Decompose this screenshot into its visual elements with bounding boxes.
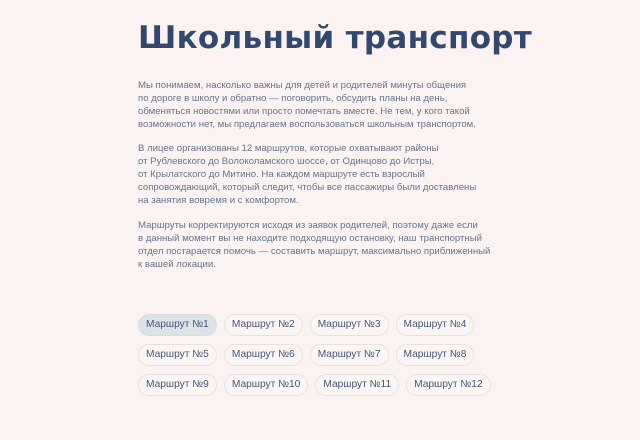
- intro-paragraph: [138, 79, 528, 131]
- paragraph-line: сопровождающий, который следит, чтобы все пассажиры были доставлены: [138, 182, 477, 193]
- paragraph-line: от Крылатского до Митино. На каждом маршруте есть взрослый: [138, 169, 425, 180]
- route-7-button[interactable]: Маршрут №7: [310, 344, 389, 366]
- paragraph-line: на занятия вовремя и с комфортом.: [138, 195, 299, 206]
- paragraph-line: по дороге в школу и обратно — поговорить, обсудить планы на день,: [138, 93, 448, 104]
- paragraph-line: Маршруты корректируются исходя из заявок родителей, поэтому даже если: [138, 220, 478, 231]
- routes-info-paragraph: [138, 142, 528, 207]
- route-6-button[interactable]: Маршрут №6: [224, 344, 303, 366]
- route-11-button[interactable]: Маршрут №11: [315, 374, 399, 396]
- route-12-button[interactable]: Маршрут №12: [406, 374, 491, 396]
- paragraph-line: возможности нет, мы предлагаем воспользоваться школьным транспортом.: [138, 119, 476, 130]
- paragraph-line: отдел постарается помочь — составить маршрут, максимально приближенный: [138, 246, 491, 257]
- route-3-button[interactable]: Маршрут №3: [310, 314, 389, 336]
- route-9-button[interactable]: Маршрут №9: [138, 374, 217, 396]
- route-row: [138, 314, 558, 338]
- route-5-button[interactable]: Маршрут №5: [138, 344, 217, 366]
- route-10-button[interactable]: Маршрут №10: [224, 374, 309, 396]
- paragraph-line: В лицее организованы 12 маршрутов, которые охватывают районы: [138, 143, 439, 154]
- paragraph-line: в данный момент вы не находите подходящую остановку, наш транспортный: [138, 233, 482, 244]
- paragraph-line: от Рублевского до Волоколамского шоссе, от Одинцово до Истры,: [138, 156, 435, 167]
- route-row: [138, 374, 558, 398]
- routes-adjustment-paragraph: [138, 219, 528, 271]
- route-4-button[interactable]: Маршрут №4: [396, 314, 475, 336]
- page-title: Школьный транспорт: [138, 20, 533, 56]
- route-2-button[interactable]: Маршрут №2: [224, 314, 303, 336]
- route-selector: [138, 314, 558, 404]
- route-8-button[interactable]: Маршрут №8: [396, 344, 475, 366]
- paragraph-line: обменяться новостями или просто помечтать вместе. Не тем, у кого такой: [138, 106, 470, 117]
- paragraph-line: Мы понимаем, насколько важны для детей и родителей минуты общения: [138, 80, 467, 91]
- paragraph-line: к вашей локации.: [138, 259, 216, 270]
- route-row: [138, 344, 558, 368]
- route-1-button[interactable]: Маршрут №1: [138, 314, 217, 336]
